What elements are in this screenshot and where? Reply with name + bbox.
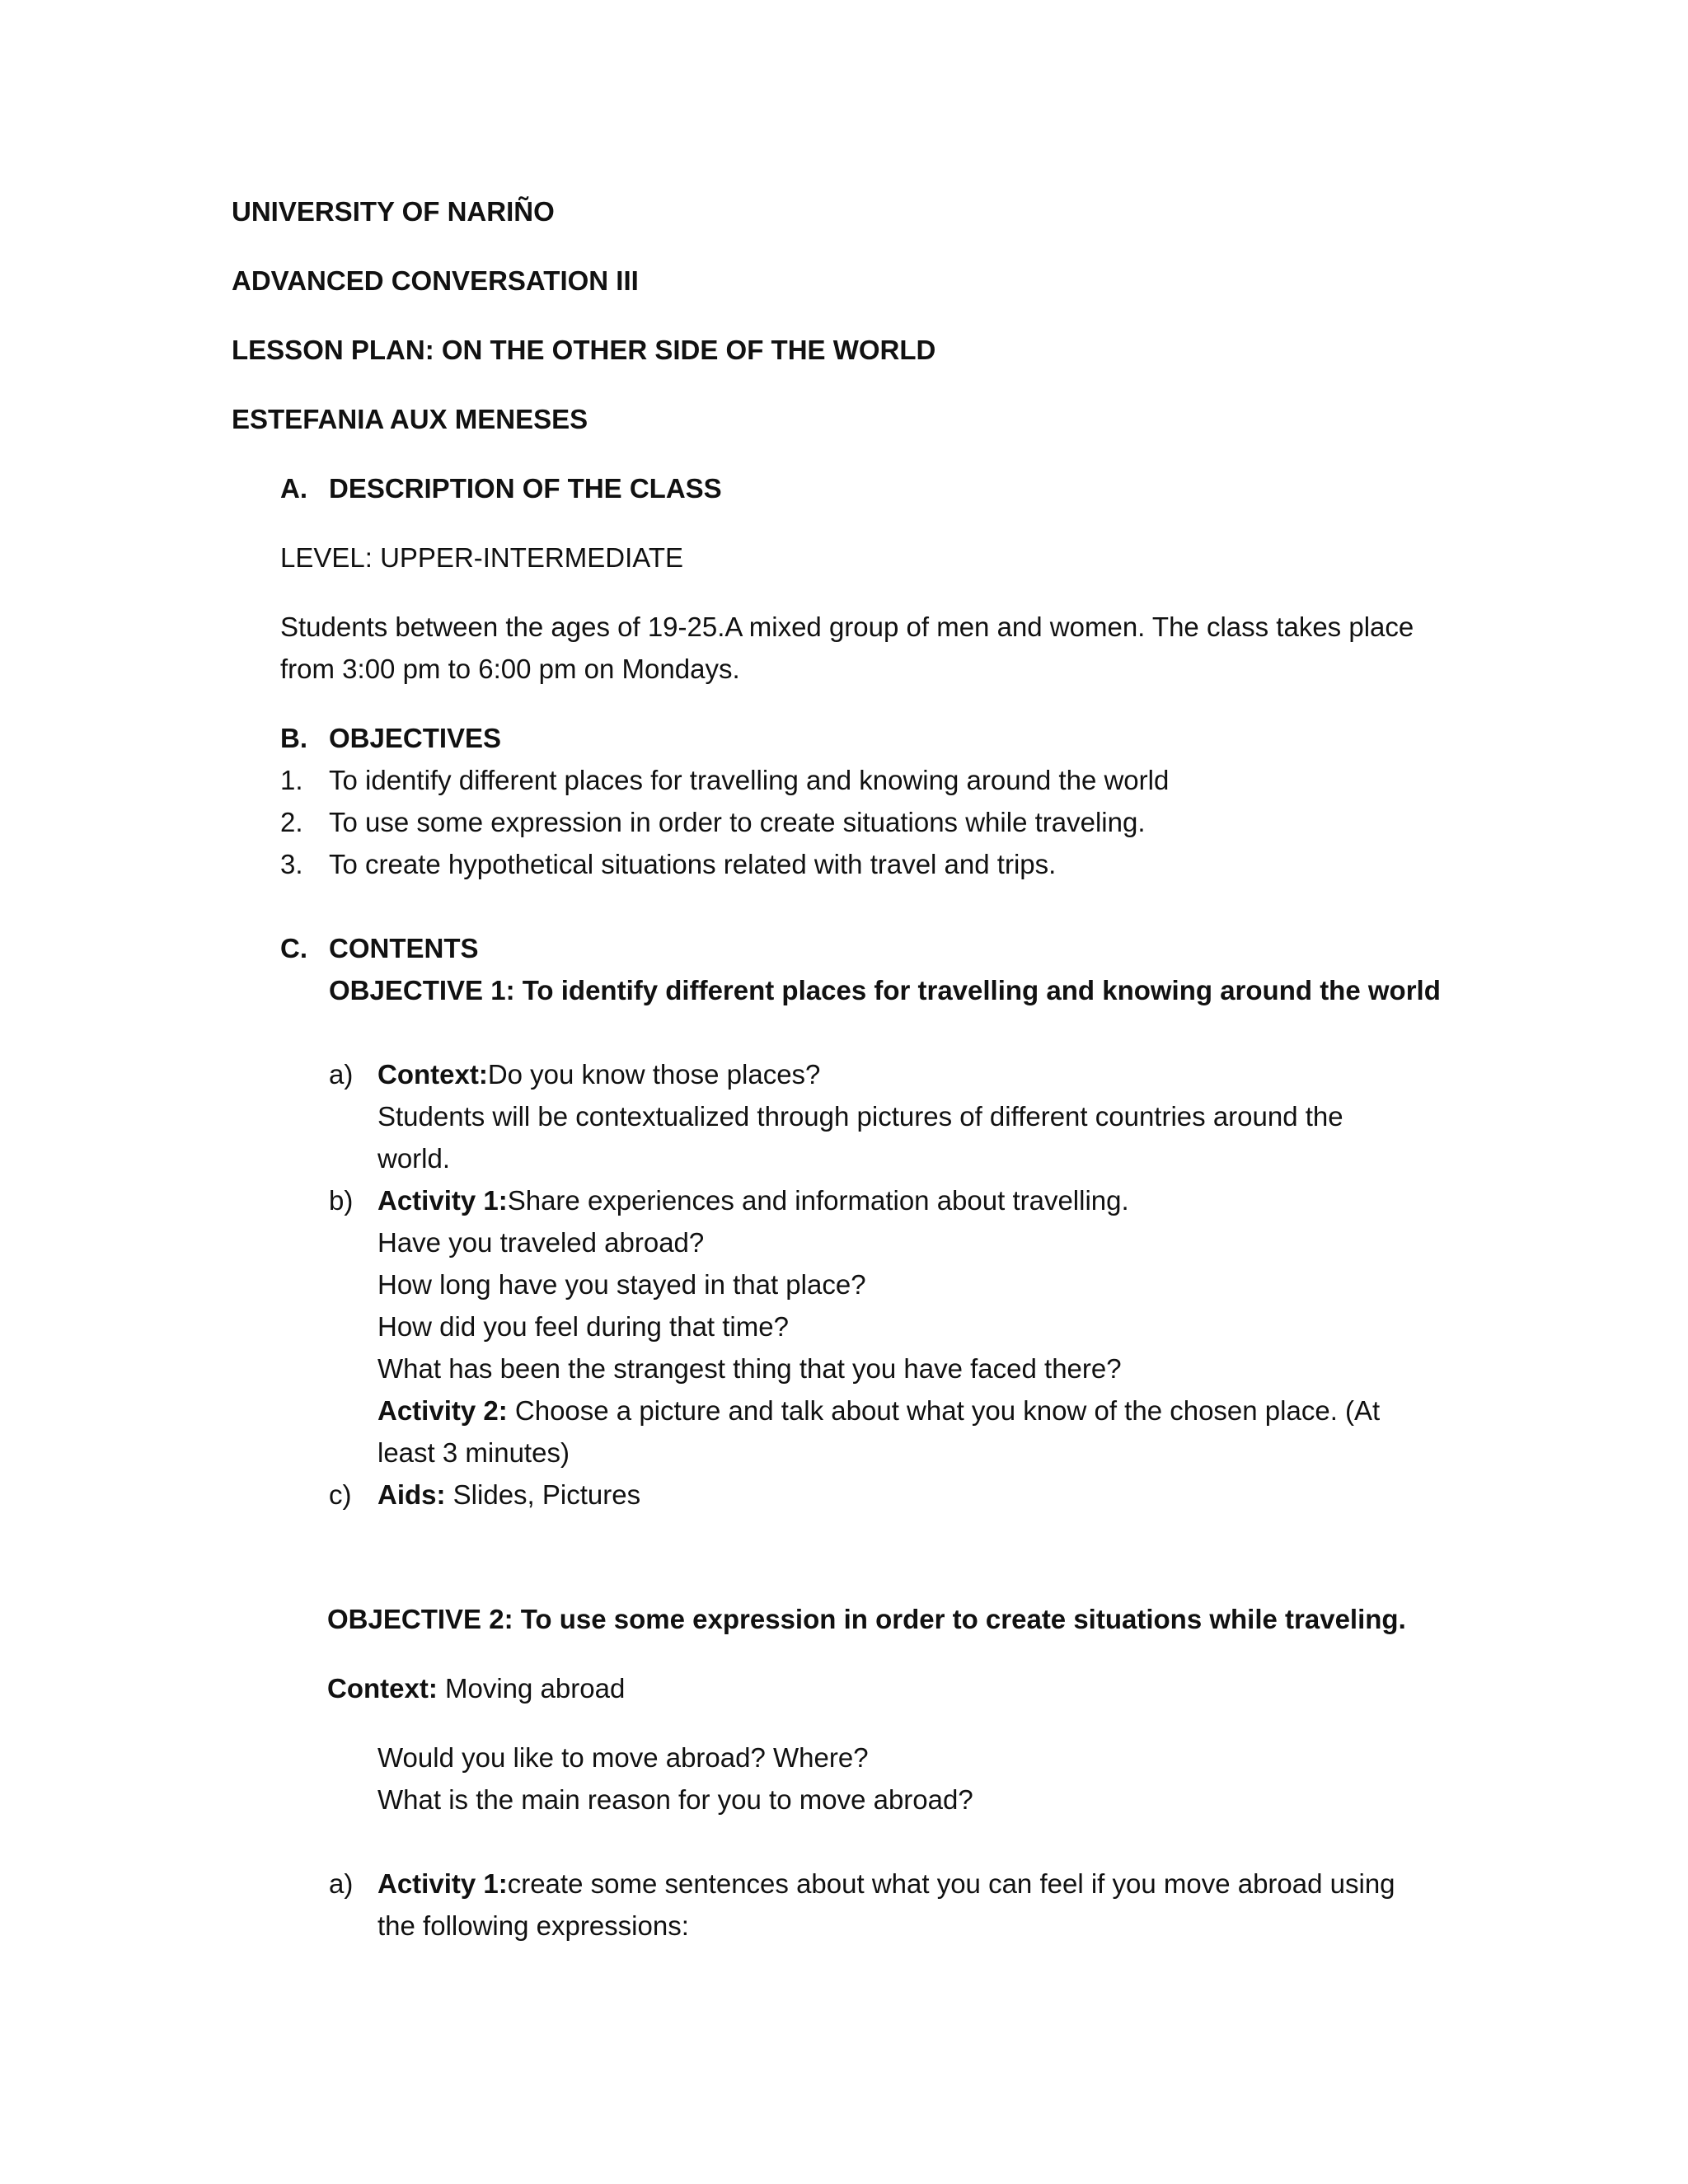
- context-label: Context:: [377, 1059, 488, 1090]
- context-description-line2: world.: [377, 1143, 451, 1174]
- objective2-activity1-label: Activity 1:: [377, 1868, 508, 1899]
- aids-label: Aids:: [377, 1479, 446, 1510]
- context-line: [377, 1057, 820, 1092]
- objective2-activity1-line2: the following expressions:: [377, 1910, 689, 1941]
- lesson-plan-title: LESSON PLAN: ON THE OTHER SIDE OF THE WORLD: [232, 335, 936, 365]
- objective-number: 3.: [280, 849, 303, 879]
- objective2-heading: OBJECTIVE 2: To use some expression in order to create situations while traveling.: [327, 1604, 1406, 1634]
- objective-number: 1.: [280, 765, 303, 795]
- objective2-question: What is the main reason for you to move abroad?: [377, 1784, 973, 1815]
- class-description-line1: Students between the ages of 19-25.A mixed group of men and women. The class takes place: [280, 612, 1414, 642]
- activity2-line2: least 3 minutes): [377, 1437, 570, 1468]
- activity1-question: How did you feel during that time?: [377, 1311, 789, 1342]
- section-a-marker: A.: [280, 473, 307, 504]
- list-marker-b: b): [329, 1185, 354, 1216]
- section-b-marker: B.: [280, 723, 307, 753]
- activity1-question: What has been the strangest thing that you have faced there?: [377, 1353, 1122, 1384]
- objective-number: 2.: [280, 807, 303, 837]
- activity1-text: Share experiences and information about travelling.: [507, 1185, 1129, 1216]
- list-marker-a: a): [329, 1059, 354, 1090]
- class-level: LEVEL: UPPER-INTERMEDIATE: [280, 542, 683, 573]
- activity2-text: Choose a picture and talk about what you know of the chosen place. (At: [507, 1395, 1381, 1426]
- course-title: ADVANCED CONVERSATION III: [232, 265, 639, 296]
- class-description-line2: from 3:00 pm to 6:00 pm on Mondays.: [280, 654, 740, 684]
- list-marker-a: a): [329, 1868, 354, 1899]
- author-name: ESTEFANIA AUX MENESES: [232, 404, 588, 434]
- activity1-line: [377, 1183, 1129, 1218]
- activity2-label: Activity 2:: [377, 1395, 508, 1426]
- section-c-heading: CONTENTS: [329, 933, 479, 963]
- section-b-heading: OBJECTIVES: [329, 723, 502, 753]
- section-a-heading: DESCRIPTION OF THE CLASS: [329, 473, 722, 504]
- aids-text: Slides, Pictures: [445, 1479, 641, 1510]
- activity1-label: Activity 1:: [377, 1185, 508, 1216]
- objective2-context-line: [327, 1671, 625, 1706]
- context-description-line1: Students will be contextualized through pictures of different countries around the: [377, 1101, 1343, 1132]
- activity1-question: Have you traveled abroad?: [377, 1227, 705, 1258]
- objective2-activity1-text: create some sentences about what you can feel if you move abroad using: [507, 1868, 1395, 1899]
- activity1-question: How long have you stayed in that place?: [377, 1269, 866, 1300]
- objective2-context-label: Context:: [327, 1673, 438, 1704]
- objective-item: To use some expression in order to create situations while traveling.: [329, 807, 1146, 837]
- activity2-line: [377, 1394, 1380, 1428]
- objective2-activity1-line: [377, 1867, 1395, 1901]
- context-text: Do you know those places?: [487, 1059, 821, 1090]
- objective-item: To identify different places for travelling and knowing around the world: [329, 765, 1170, 795]
- objective-item: To create hypothetical situations related with travel and trips.: [329, 849, 1057, 879]
- objective2-question: Would you like to move abroad? Where?: [377, 1742, 869, 1773]
- university-title: UNIVERSITY OF NARIÑO: [232, 196, 555, 227]
- section-c-marker: C.: [280, 933, 307, 963]
- objective2-context-text: Moving abroad: [437, 1673, 626, 1704]
- objective1-heading: OBJECTIVE 1: To identify different places for travelling and knowing around the world: [329, 975, 1441, 1005]
- aids-line: [377, 1478, 640, 1512]
- list-marker-c: c): [329, 1479, 352, 1510]
